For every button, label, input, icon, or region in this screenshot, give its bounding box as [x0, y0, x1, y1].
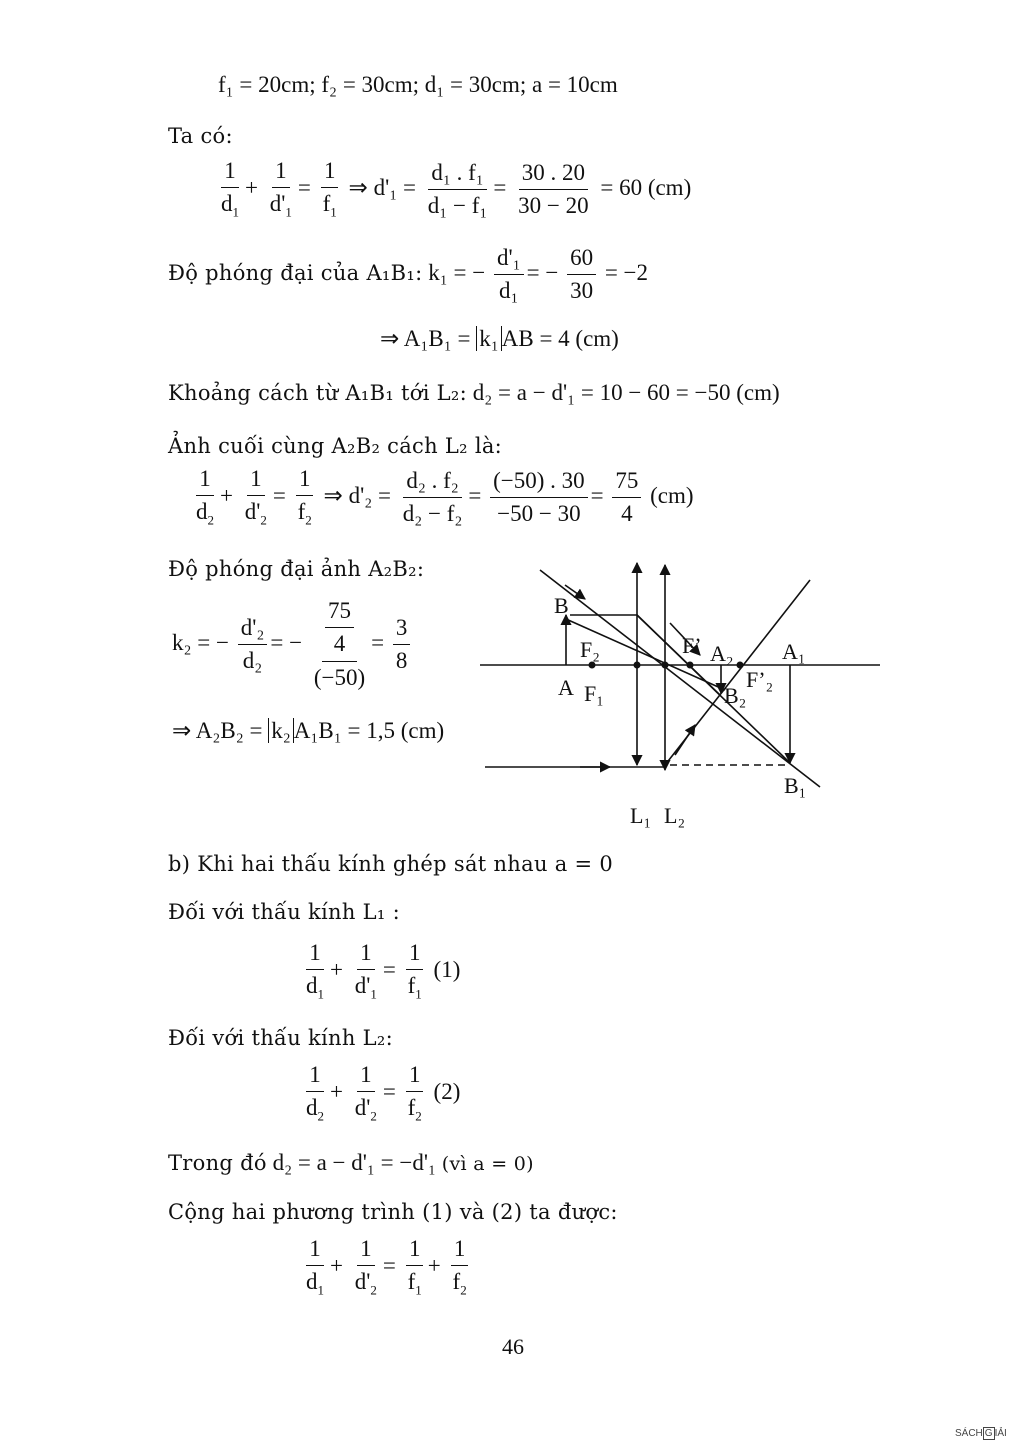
- a1b1-size: ⇒ A₁B₁ = k₁ AB = 4 (cm): [380, 326, 619, 351]
- trong-do-line: Trong đó d₂ = a − d'₁ = −d'₁ (vì a = 0): [168, 1150, 534, 1175]
- ta-co-label: Ta có:: [168, 124, 233, 148]
- footer-logo: SÁCH G IẢI: [955, 1428, 1007, 1439]
- magnification-1: Độ phóng đại của A₁B₁: k₁ = − $\frac{\text{d'₁}}{\text{d₁}}$ = − $\frac{60}{30}$ = −2: [168, 245, 649, 304]
- eq-b2: $\frac{1}{d_2}$ + $\frac{1}{d'_2}$ = $\frac{1}{f_2}$ (2): [306, 1062, 461, 1125]
- a2b2-size: ⇒ A₂B₂ = k₂ A₁B₁ = 1,5 (cm): [172, 718, 445, 743]
- label-L2: L₂: [664, 803, 686, 828]
- eq-b1: $\frac{1}{d_1}$ + $\frac{1}{d'_1}$ = $\frac{1}{f_1}$ (1): [306, 940, 461, 1003]
- label-B1: B₁: [784, 773, 807, 798]
- label-A2: A₂: [710, 641, 734, 666]
- combined-equation: $\frac{1}{d_1}$ + $\frac{1}{d'_2}$ = $\frac{1}{f_1}$ + $\frac{1}{f_2}$: [306, 1236, 467, 1299]
- given-values: f₁ = 20cm; f₂ = 30cm; d₁ = 30cm; a = 10cm: [218, 72, 618, 97]
- label-F1: F₁: [584, 681, 604, 706]
- distance-to-l2: Khoảng cách từ A₁B₁ tới L₂: d₂ = a − d'₁ = 10 − 60 = −50 (cm): [168, 380, 780, 405]
- page-number: 46: [502, 1334, 524, 1359]
- lens1-equation: $\frac{1}{d_1}$ + $\frac{1}{d'_1}$ = $\frac{1}{f_1}$ ⇒ d'₁ = $\frac{\text{d₁ . f₁}}{\text{d₁ − f₁}}$ = $\frac{30 . 20}{30 - 20}$ = 60 (cm): [221, 158, 692, 221]
- magnification-2-label: Độ phóng đại ảnh A₂B₂:: [168, 557, 425, 581]
- magnification-2: k₂ = − $\frac{\text{d'₂}}{\text{d₂}}$ = − $\frac{\frac{75}{4}}{(-50)}$ = $\frac{3}{8}$: [172, 598, 413, 691]
- label-L1: L₁: [630, 803, 652, 828]
- l1-label: Đối với thấu kính L₁ :: [168, 900, 401, 924]
- label-Fp2: F’₂: [746, 667, 774, 692]
- label-A: A: [558, 675, 574, 700]
- label-Fp: F’: [682, 633, 702, 658]
- label-B2: B₂: [724, 683, 747, 708]
- l2-label: Đối với thấu kính L₂:: [168, 1026, 394, 1050]
- ray-diagram: [470, 555, 890, 840]
- final-image-label: Ảnh cuối cùng A₂B₂ cách L₂ là:: [168, 434, 503, 458]
- label-B: B: [554, 593, 569, 618]
- label-F2: F₂: [580, 637, 600, 662]
- part-b-heading: b) Khi hai thấu kính ghép sát nhau a = 0: [168, 852, 614, 876]
- label-A1: A₁: [782, 639, 806, 664]
- cong-label: Cộng hai phương trình (1) và (2) ta được:: [168, 1200, 618, 1224]
- lens2-equation: $\frac{1}{d_2}$ + $\frac{1}{d'_2}$ = $\frac{1}{f_2}$ ⇒ d'₂ = $\frac{\text{d₂ . f₂}}{\text{d₂ − f₂}}$ = $\frac{(-50) . 30}{-50 - 30}$ = $\frac{75}{4}$ (cm): [196, 466, 694, 529]
